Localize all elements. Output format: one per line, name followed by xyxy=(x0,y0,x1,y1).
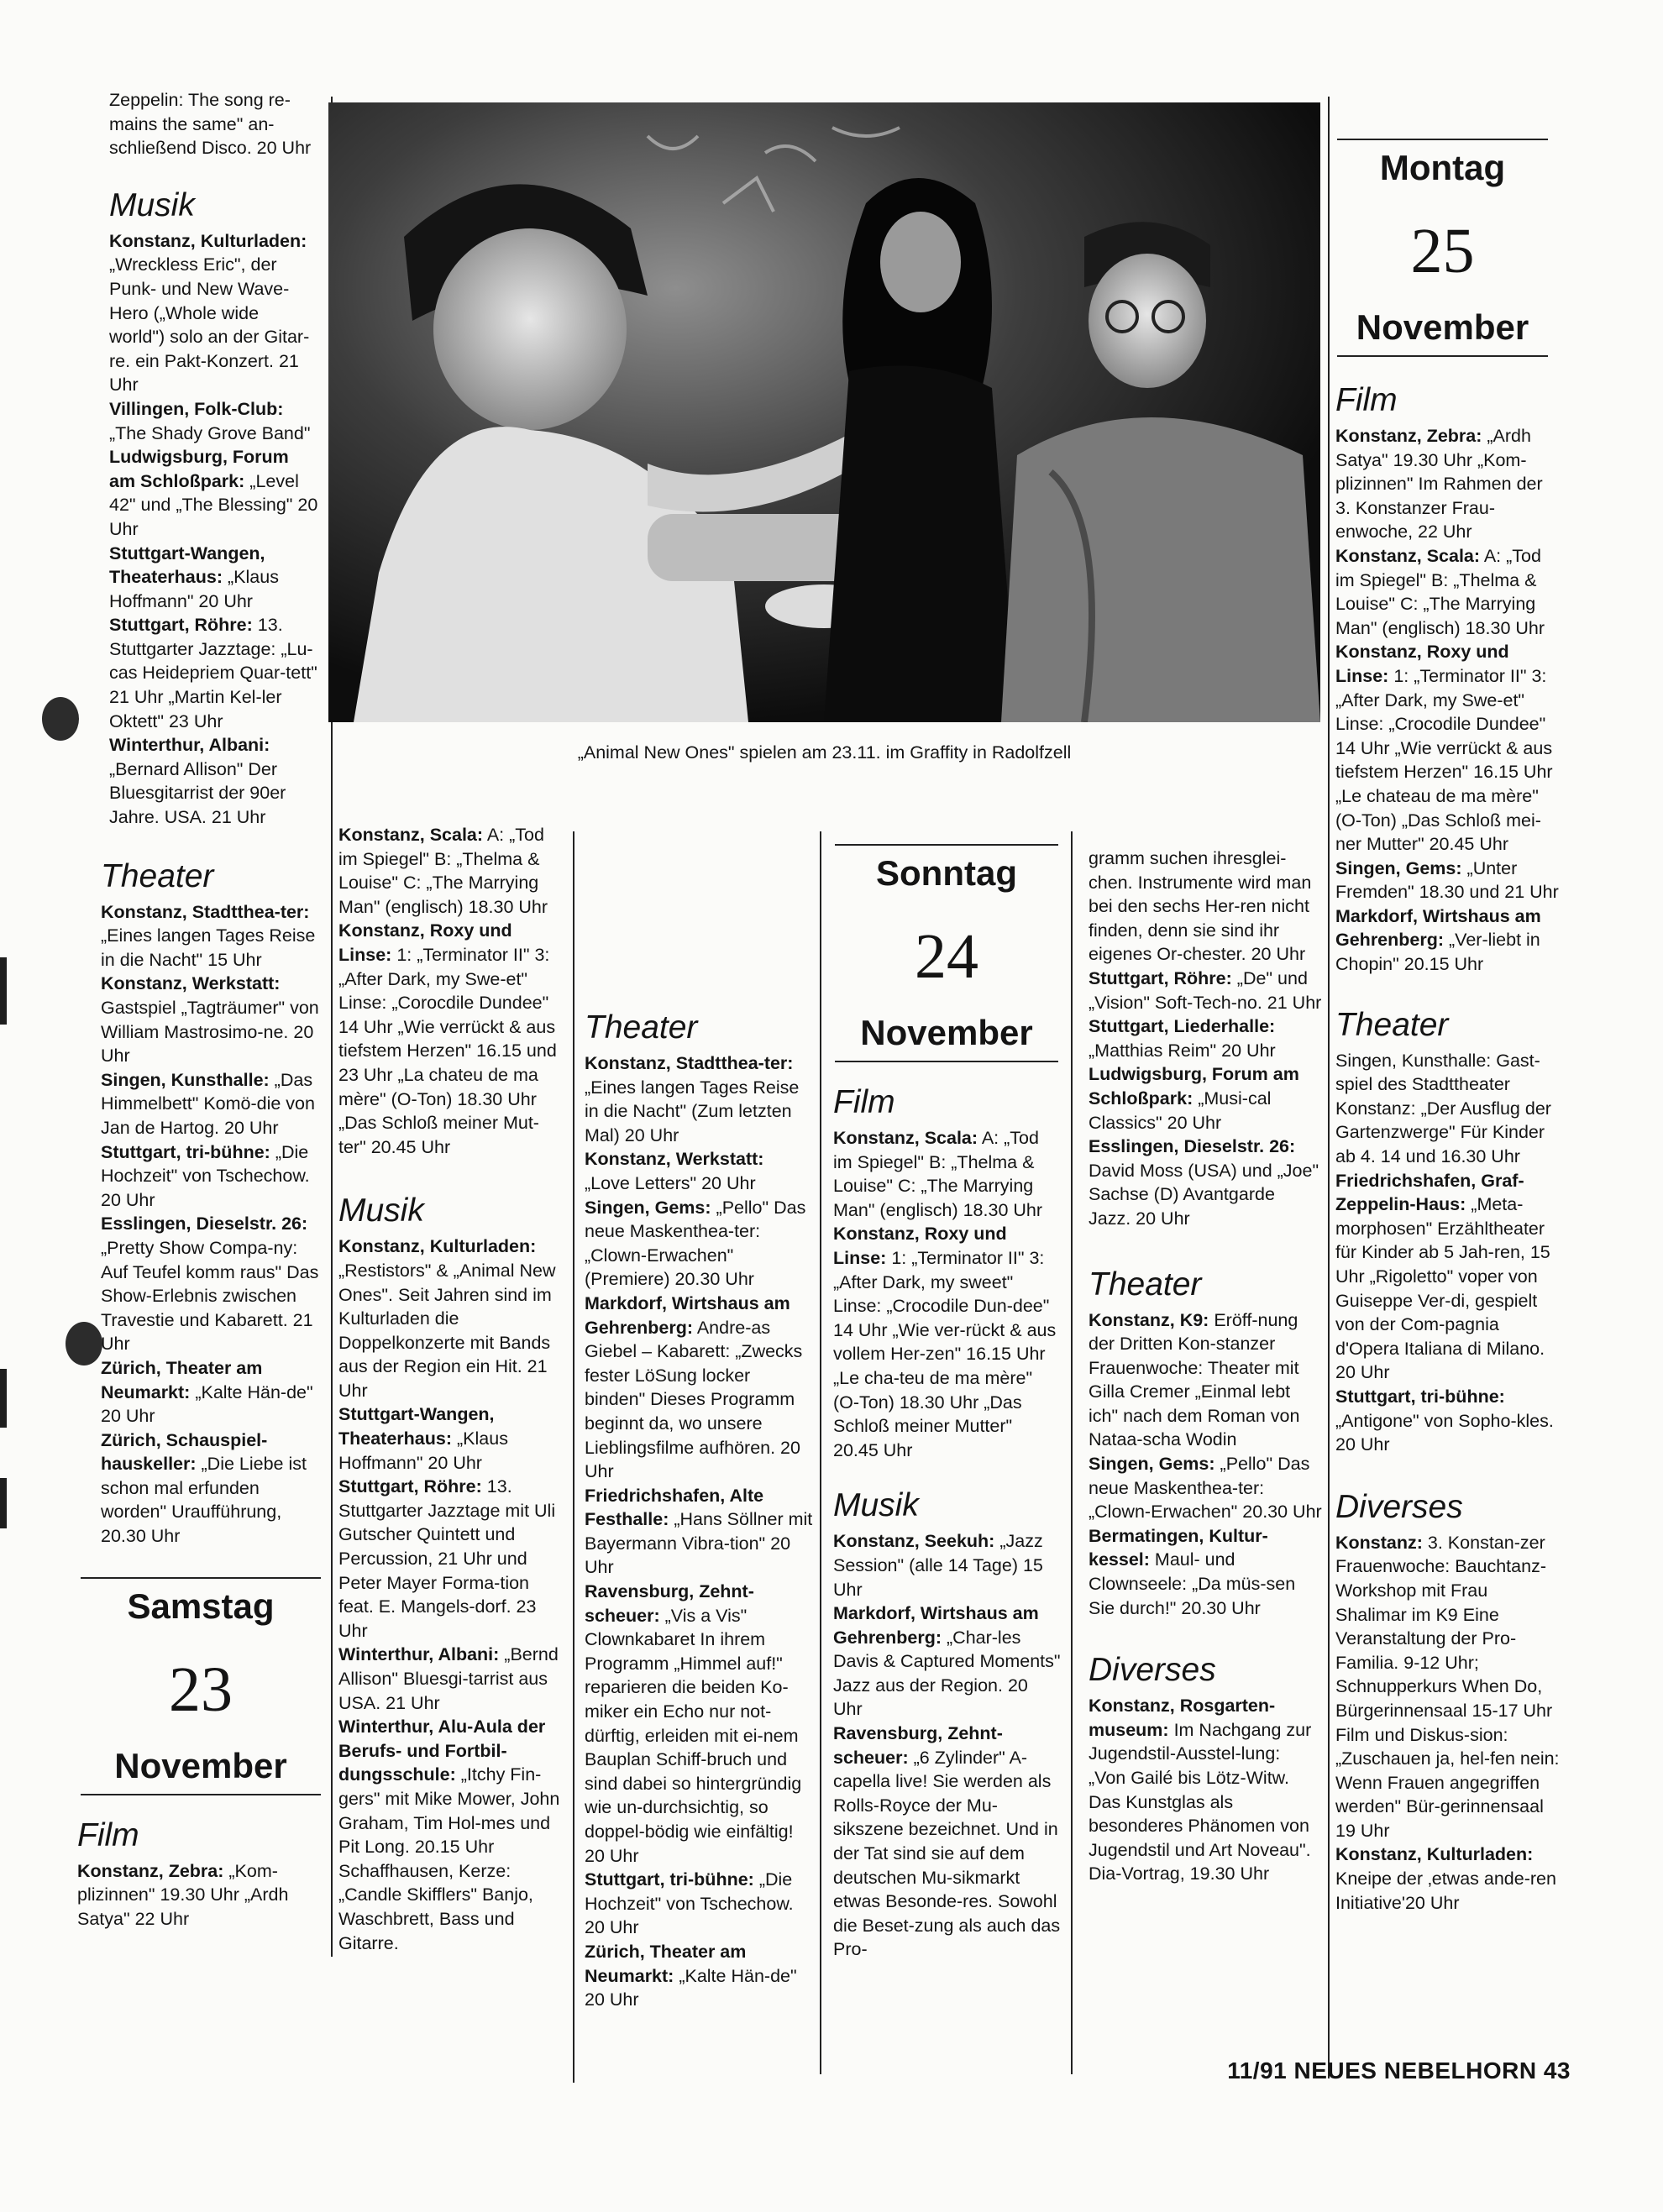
listing-entry xyxy=(1335,424,1562,544)
venue-name: Markdorf, Wirtshaus am Gehrenberg: xyxy=(833,1603,1039,1648)
listing-entry xyxy=(101,1068,319,1140)
venue-name: Zürich, Theater am Neumarkt: xyxy=(101,1357,263,1402)
listing-entry xyxy=(338,1643,565,1715)
section-heading-film: Film xyxy=(77,1816,139,1853)
column-rule xyxy=(573,831,574,2083)
listing-entry xyxy=(109,733,319,829)
section-heading-theater: Theater xyxy=(101,857,214,894)
event-text: „Meta-morphosen" Erzähltheater für Kinder ab 5 Jah-ren, 15 Uhr „Rigoletto" voper von Guiseppe Ver-di, gespielt von der Com-pagnia d'Opera Italiana di Milano. 20 Uhr xyxy=(1335,1194,1550,1383)
venue-name: Konstanz, Rosgarten-museum: xyxy=(1089,1696,1276,1740)
listing-group xyxy=(338,1234,565,1955)
band-photo xyxy=(328,102,1320,722)
venue-name: Ravensburg, Zehnt-scheuer: xyxy=(833,1723,1003,1768)
venue-name: Konstanz, Werkstatt: xyxy=(101,973,281,994)
section-heading-diverses: Diverses xyxy=(1335,1488,1463,1525)
column-4 xyxy=(833,844,1062,1962)
event-text: „Kom-plizinnen" 19.30 Uhr „Ardh Satya" 22 Uhr xyxy=(77,1860,289,1929)
continued-text: gramm suchen ihresglei-chen. Instrumente wird man bei den sechs Her-ren nicht finden, denn sie sind ihr eigenes Or-chester. 20 Uhr xyxy=(1089,848,1312,965)
listing-group xyxy=(1335,424,1562,977)
venue-name: Konstanz, Werkstatt: xyxy=(585,1149,764,1170)
listing-group xyxy=(109,229,319,830)
column-6 xyxy=(1335,139,1562,1915)
listing-entry xyxy=(833,1126,1062,1222)
venue-name: Singen, Gems: xyxy=(585,1197,711,1218)
section-heading-theater: Theater xyxy=(1335,1006,1449,1043)
venue-name: Konstanz, Scala: xyxy=(1335,545,1481,566)
event-text: 13. Stuttgarter Jazztage mit Uli Gutscher Quintett und Percussion, 21 Uhr und Peter Mayer Forma-tion feat. E. Mangels-dorf. 23 Uhr xyxy=(338,1476,556,1641)
day-name: Samstag xyxy=(127,1586,275,1626)
event-text: „Klaus Hoffmann" 20 Uhr xyxy=(338,1428,508,1473)
day-rule xyxy=(1337,139,1548,140)
section-heading-diverses: Diverses xyxy=(1089,1652,1216,1689)
day-number: 25 xyxy=(1410,216,1475,286)
listing-entry xyxy=(1089,1062,1322,1135)
event-text: „The Shady Grove Band" xyxy=(109,422,311,443)
venue-name: Konstanz, Scala: xyxy=(338,825,484,845)
event-text: Im Nachgang zur Jugendstil-Ausstel-lung: „Von Gailé bis Lötz-Witw. Das Kunstglas als besonderes Phänomen von Jugendstil und Art Noveau". Dia-Vortrag, 19.30 Uhr xyxy=(1089,1719,1312,1884)
listing-group xyxy=(1089,1694,1322,1886)
listing-entry xyxy=(585,1147,813,1195)
venue-name: Zürich, Theater am Neumarkt: xyxy=(585,1941,747,1986)
band-photo-image xyxy=(328,102,1320,722)
day-rule xyxy=(81,1794,321,1795)
listing-entry xyxy=(109,397,319,445)
listing-entry xyxy=(833,1222,1062,1462)
venue-name: Markdorf, Wirtshaus am Gehrenberg: xyxy=(1335,905,1541,951)
column-3 xyxy=(585,971,813,2012)
event-text: „Bernd Allison" Bluesgi-tarrist aus USA. 21 Uhr xyxy=(338,1644,559,1713)
section-heading-musik: Musik xyxy=(338,1192,424,1229)
event-text: „De" und „Vision" Soft-Tech-no. 21 Uhr xyxy=(1089,967,1322,1013)
venue-name: Stuttgart, Röhre: xyxy=(338,1476,482,1497)
venue-name: Singen, Kunsthalle: xyxy=(101,1069,270,1090)
listing-entry xyxy=(833,1722,1062,1962)
venue-name: Konstanz, Roxy und Linse: xyxy=(833,1224,1007,1268)
listing-entry xyxy=(1089,1014,1322,1062)
listing-entry xyxy=(338,919,565,1159)
venue-name: Konstanz, Seekuh: xyxy=(833,1531,995,1552)
column-5 xyxy=(1089,847,1322,1886)
venue-name: Stuttgart-Wangen, Theaterhaus: xyxy=(109,543,265,588)
venue-name: Konstanz, Stadtthea-ter: xyxy=(101,901,310,922)
day-rule xyxy=(835,1061,1058,1062)
listing-entry xyxy=(338,1475,565,1643)
event-text: „Die Liebe ist schon mal erfunden worden" Uraufführung, 20.30 Uhr xyxy=(101,1454,307,1547)
listing-entry xyxy=(338,1859,565,1955)
event-text: „Hans Söllner mit Bayermann Vibra-tion" 20 Uhr xyxy=(585,1509,813,1578)
section-heading-theater: Theater xyxy=(1089,1266,1202,1303)
listing-entry xyxy=(101,972,319,1067)
event-text: „Char-les Davis & Captured Moments" Jazz aus der Region. 20 Uhr xyxy=(833,1627,1061,1720)
listing-entry xyxy=(109,542,319,614)
event-text: „Matthias Reim" 20 Uhr xyxy=(1089,1040,1276,1061)
venue-name: Konstanz: xyxy=(1335,1532,1423,1553)
day-month: November xyxy=(860,1013,1033,1052)
column-rule xyxy=(820,831,821,2074)
listing-entry xyxy=(101,1140,319,1213)
listing-entry xyxy=(833,1529,1062,1601)
listing-entry xyxy=(585,1292,813,1484)
listing-entry xyxy=(338,823,565,919)
intro-text: Zeppelin: The song re-mains the same" an-schließend Disco. 20 Uhr xyxy=(109,90,312,159)
event-text: Kneipe der ‚etwas ande-ren Initiative'20 Uhr xyxy=(1335,1869,1556,1913)
listing-group xyxy=(77,1859,319,1932)
listing-entry xyxy=(1335,1385,1562,1457)
listing-entry xyxy=(338,1234,565,1402)
venue-name: Ravensburg, Zehnt-scheuer: xyxy=(585,1581,754,1626)
listing-group xyxy=(585,1051,813,2012)
listing-entry xyxy=(585,1484,813,1580)
event-text: „Kalte Hän-de" 20 Uhr xyxy=(585,1965,797,2010)
event-text: Schaffhausen, Kerze: „Candle Skifflers" Banjo, Waschbrett, Bass und Gitarre. xyxy=(338,1860,533,1953)
listing-entry xyxy=(585,1196,813,1292)
listing-group xyxy=(1335,1531,1562,1916)
venue-name: Stuttgart-Wangen, Theaterhaus: xyxy=(338,1404,495,1449)
venue-name: Konstanz, Stadtthea-ter: xyxy=(585,1053,794,1073)
venue-name: Konstanz, Kulturladen: xyxy=(338,1236,537,1257)
venue-name: Singen, Gems: xyxy=(1335,857,1462,878)
event-text: „Unter Fremden" 18.30 und 21 Uhr xyxy=(1335,857,1559,903)
venue-name: Friedrichshafen, Graf-Zeppelin-Haus: xyxy=(1335,1170,1524,1215)
venue-name: Konstanz, Kulturladen: xyxy=(109,230,307,251)
event-text: Gastspiel „Tagträumer" von William Mastrosimo-ne. 20 Uhr xyxy=(101,998,319,1067)
event-text: Eröff-nung der Dritten Kon-stanzer Frauenwoche: Theater mit Gilla Cremer „Einmal lebt ich" nach dem Roman von Nataa-scha Wodin xyxy=(1089,1309,1300,1450)
event-text: „Ardh Satya" 19.30 Uhr „Kom-plizinnen" Im Rahmen der 3. Konstanzer Frau-enwoche, 22 Uhr xyxy=(1335,426,1543,543)
column-rule xyxy=(1328,97,1330,2078)
event-text: 1: „Terminator II" 3: „After Dark, my sweet" Linse: „Crocodile Dun-dee" 14 Uhr „Wie ver-rückt & aus vollem Her-zen" 16.15 Uhr „Le cha-teu de ma mère" (O-Ton) 18.30 Uhr „Das Schloß meiner Mutter" 20.45 Uhr xyxy=(833,1247,1057,1460)
venue-name: Winterthur, Alu-Aula der Berufs- und Fortbil-dungsschule: xyxy=(338,1717,546,1785)
listing-entry xyxy=(1089,1308,1322,1453)
day-name: Sonntag xyxy=(876,853,1017,893)
venue-name: Winterthur, Albani: xyxy=(338,1644,500,1665)
event-text: „Jazz Session" (alle 14 Tage) 15 Uhr xyxy=(833,1531,1043,1600)
venue-name: Stuttgart, Röhre: xyxy=(1089,967,1232,988)
venue-name: Singen, Gems: xyxy=(1089,1454,1215,1475)
event-text: Andre-as Giebel – Kabarett: „Zwecks fester LöSung locker binden" Dieses Programm beginnt da, wo unsere Lieblingsfilme aufhören. 20 Uhr xyxy=(585,1317,803,1482)
listing-group xyxy=(1089,1308,1322,1621)
venue-name: Konstanz, K9: xyxy=(1089,1309,1209,1330)
day-name: Montag xyxy=(1379,148,1506,187)
venue-name: Villingen, Folk-Club: xyxy=(109,398,284,419)
listing-entry xyxy=(101,900,319,972)
listing-group xyxy=(101,900,319,1549)
venue-name: Konstanz, Roxy und Linse: xyxy=(338,920,512,965)
punch-hole xyxy=(66,1322,102,1365)
event-text: „Klaus Hoffmann" 20 Uhr xyxy=(109,567,279,611)
event-text: „Itchy Fin-gers" mit Mike Mower, John Graham, Tim Hol-mes und Pit Long. 20.15 Uhr xyxy=(338,1764,560,1858)
event-text: Maul- und Clownseele: „Da müs-sen Sie durch!" 20.30 Uhr xyxy=(1089,1549,1296,1618)
event-text: A: „Tod im Spiegel" B: „Thelma & Louise" C: „The Marrying Man" (englisch) 18.30 Uhr xyxy=(338,825,548,917)
page-footer: 11/91 NEUES NEBELHORN 43 xyxy=(1227,2057,1571,2084)
event-text: „Das Himmelbett" Komö-die von Jan de Hartog. 20 Uhr xyxy=(101,1069,315,1138)
venue-name: Konstanz, Kulturladen: xyxy=(1335,1844,1534,1865)
venue-name: Konstanz, Zebra: xyxy=(77,1860,224,1881)
listing-entry xyxy=(101,1212,319,1356)
venue-name: Stuttgart, Liederhalle: xyxy=(1089,1016,1276,1037)
listing-group xyxy=(833,1126,1062,1462)
listing-entry xyxy=(1335,1531,1562,1843)
venue-name: Stuttgart, tri-bühne: xyxy=(101,1141,270,1162)
event-text: „Musi-cal Classics" 20 Uhr xyxy=(1089,1088,1272,1133)
event-text: „Wreckless Eric", der Punk- und New Wave-Hero („Whole wide world") solo an der Gitar-re. ein Pakt-Konzert. 21 Uhr xyxy=(109,254,310,396)
event-text: „Restistors" & „Animal New Ones". Seit Jahren sind im Kulturladen die Doppelkonzerte mit Bands aus der Region ein Hit. 21 Uhr xyxy=(338,1260,556,1401)
event-text: „Kalte Hän-de" 20 Uhr xyxy=(101,1381,313,1427)
day-rule xyxy=(81,1577,321,1579)
listing-entry xyxy=(1335,640,1562,856)
punch-hole xyxy=(42,697,79,741)
event-text: „Vis a Vis" Clownkabaret In ihrem Programm „Himmel auf!" reparieren die beiden Ko-miker ein Echo nur not-dürftig, erleiden mit ei-nem Bauplan Schiff-bruch und sind dabei so hintergründig wie un-durchsichtig, so doppel-bödig wie einfältig! 20 Uhr xyxy=(585,1605,802,1866)
day-number: 23 xyxy=(169,1654,233,1725)
event-text: 1: „Terminator II" 3: „After Dark, my Swe-et" Linse: „Corocdile Dundee" 14 Uhr „Wie verrückt & aus tiefstem Herzen" 16.15 und 23 Uhr „La chateu de ma mère" (O-Ton) 18.30 Uhr „Das Schloß meiner Mut-ter" 20.45 Uhr xyxy=(338,944,557,1157)
listing-entry xyxy=(1089,967,1322,1014)
venue-name: Winterthur, Albani: xyxy=(109,735,270,756)
event-text: A: „Tod im Spiegel" B: „Thelma & Louise" C: „The Marrying Man" (englisch) 18.30 Uhr xyxy=(1335,545,1545,638)
event-text: „Ver-liebt in Chopin" 20.15 Uhr xyxy=(1335,930,1540,975)
scan-edge-shadow xyxy=(0,1478,7,1528)
event-text: „Pretty Show Compa-ny: Auf Teufel komm raus" Das Show-Erlebnis zwischen Travestie und Kabarett. 21 Uhr xyxy=(101,1237,319,1355)
section-heading-film: Film xyxy=(1335,382,1398,418)
photo-caption: „Animal New Ones" spielen am 23.11. im Graffity in Radolfzell xyxy=(577,742,1072,763)
scan-edge-shadow xyxy=(0,957,7,1025)
event-text: David Moss (USA) und „Joe" Sachse (D) Avantgarde Jazz. 20 Uhr xyxy=(1089,1160,1319,1229)
section-heading-musik: Musik xyxy=(833,1487,919,1524)
listing-entry xyxy=(585,1580,813,1868)
event-text: „Level 42" und „The Blessing" 20 Uhr xyxy=(109,470,318,539)
event-text: „Pello" Das neue Maskenthea-ter: „Clown-Erwachen" (Premiere) 20.30 Uhr xyxy=(585,1197,806,1290)
listing-entry xyxy=(585,1868,813,1940)
day-header xyxy=(1335,139,1550,357)
listing-group xyxy=(833,1529,1062,1962)
event-text: „Love Letters" 20 Uhr xyxy=(585,1172,756,1193)
venue-name: Stuttgart, tri-bühne: xyxy=(1335,1386,1505,1407)
event-text: Singen, Kunsthalle: Gast-spiel des Stadttheater Konstanz: „Der Ausflug der Gartenzwerge" Für Kinder ab 4. 14 und 16.30 Uhr xyxy=(1335,1050,1551,1167)
listing-entry xyxy=(109,445,319,541)
listing-entry xyxy=(101,1428,319,1549)
event-text: „Die Hochzeit" von Tschechow. 20 Uhr xyxy=(101,1141,310,1210)
listing-entry xyxy=(1335,1842,1562,1915)
scan-edge-shadow xyxy=(0,1369,7,1428)
listing-group xyxy=(338,823,565,1159)
event-text: 13. Stuttgarter Jazztage: „Lu-cas Heidepriem Quar-tett" 21 Uhr „Martin Kel-ler Oktett" 23 Uhr xyxy=(109,615,317,731)
event-text: „6 Zylinder" A-capella live! Sie werden als Rolls-Royce der Mu-sikszene bezeichnet. Und in der Tat sind sie auf dem deutschen Mu-sikmarkt etwas Besonde-res. Sowohl die Beset-zung als auch das Pro- xyxy=(833,1747,1061,1960)
column-2 xyxy=(338,823,565,1955)
venue-name: Konstanz, Zebra: xyxy=(1335,426,1482,446)
venue-name: Konstanz, Scala: xyxy=(833,1128,978,1148)
venue-name: Ludwigsburg, Forum am Schloßpark: xyxy=(1089,1064,1299,1109)
listing-group xyxy=(1089,967,1322,1231)
column-1 xyxy=(77,88,319,1931)
event-text: 1: „Terminator II" 3: „After Dark, my Swe-et" Linse: „Crocodile Dundee" 14 Uhr „Wie verrückt & aus tiefstem Herzen" 16.15 Uhr „Le chateau de ma mère" (O-Ton) „Das Schloß mei-ner Mutter" 20.45 Uhr xyxy=(1335,665,1553,855)
column-rule xyxy=(1071,831,1073,2074)
listing-entry xyxy=(101,1356,319,1428)
event-text: „Pello" Das neue Maskenthea-ter: „Clown-Erwachen" 20.30 Uhr xyxy=(1089,1454,1322,1523)
column-rule xyxy=(331,831,333,1957)
listing-entry xyxy=(1335,857,1562,904)
listing-entry xyxy=(109,229,319,397)
event-text: A: „Tod im Spiegel" B: „Thelma & Louise" C: „The Marrying Man" (englisch) 18.30 Uhr xyxy=(833,1128,1043,1220)
day-month: November xyxy=(114,1745,287,1785)
day-rule xyxy=(1337,355,1548,357)
section-heading-film: Film xyxy=(833,1084,895,1120)
listing-entry xyxy=(585,1051,813,1147)
event-text: „Antigone" von Sopho-kles. 20 Uhr xyxy=(1335,1410,1554,1455)
event-text: „Eines langen Tages Reise in die Nacht" (Zum letzten Mal) 20 Uhr xyxy=(585,1077,800,1145)
listing-entry xyxy=(1335,544,1562,640)
event-text: 3. Konstan-zer Frauenwoche: Bauchtanz-Workshop mit Frau Shalimar im K9 Eine Veranstaltung der Pro-Familia. 9-12 Uhr; Schnupperkurs When Do, Bürgerinnensaal 15-17 Uhr Film und Diskus-sion: „Zuschauen ja, hel-fen nein: Wenn Frauen angegriffen werden" Bür-gerinnensaal 19 Uhr xyxy=(1335,1532,1560,1841)
event-text: „Bernard Allison" Der Bluesgitarrist der 90er Jahre. USA. 21 Uhr xyxy=(109,758,286,828)
venue-name: Stuttgart, Röhre: xyxy=(109,615,253,636)
listing-entry xyxy=(1335,1169,1562,1385)
venue-name: Esslingen, Dieselstr. 26: xyxy=(1089,1136,1296,1157)
listing-entry xyxy=(1089,1135,1322,1230)
listing-entry xyxy=(1089,1694,1322,1886)
section-heading-musik: Musik xyxy=(109,186,195,223)
venue-name: Bermatingen, Kultur-kessel: xyxy=(1089,1525,1268,1570)
venue-name: Zürich, Schauspiel-hauskeller: xyxy=(101,1429,268,1475)
venue-name: Stuttgart, tri-bühne: xyxy=(585,1869,754,1890)
venue-name: Ludwigsburg, Forum am Schloßpark: xyxy=(109,447,289,491)
venue-name: Esslingen, Dieselstr. 26: xyxy=(101,1213,308,1234)
listing-entry xyxy=(338,1715,565,1859)
listing-entry xyxy=(585,1940,813,2012)
listing-entry xyxy=(77,1859,319,1932)
venue-name: Friedrichshafen, Alte Festhalle: xyxy=(585,1485,764,1530)
venue-name: Konstanz, Roxy und Linse: xyxy=(1335,642,1509,686)
day-header xyxy=(79,1577,323,1795)
listing-group xyxy=(1335,1049,1562,1457)
day-rule xyxy=(835,844,1058,846)
day-month: November xyxy=(1356,307,1529,347)
listing-entry xyxy=(1089,1452,1322,1524)
venue-name: Markdorf, Wirtshaus am Gehrenberg: xyxy=(585,1292,790,1338)
event-text: „Eines langen Tages Reise in die Nacht" 15 Uhr xyxy=(101,925,316,970)
listing-entry xyxy=(1335,1049,1562,1169)
day-header xyxy=(833,844,1060,1062)
listing-entry xyxy=(338,1402,565,1475)
event-text: „Die Hochzeit" von Tschechow. 20 Uhr xyxy=(585,1869,794,1938)
day-number: 24 xyxy=(915,921,978,992)
listing-entry xyxy=(109,613,319,733)
section-heading-theater: Theater xyxy=(585,1009,698,1046)
listing-entry xyxy=(1089,1524,1322,1620)
listing-entry xyxy=(833,1601,1062,1722)
listing-entry xyxy=(1335,904,1562,977)
